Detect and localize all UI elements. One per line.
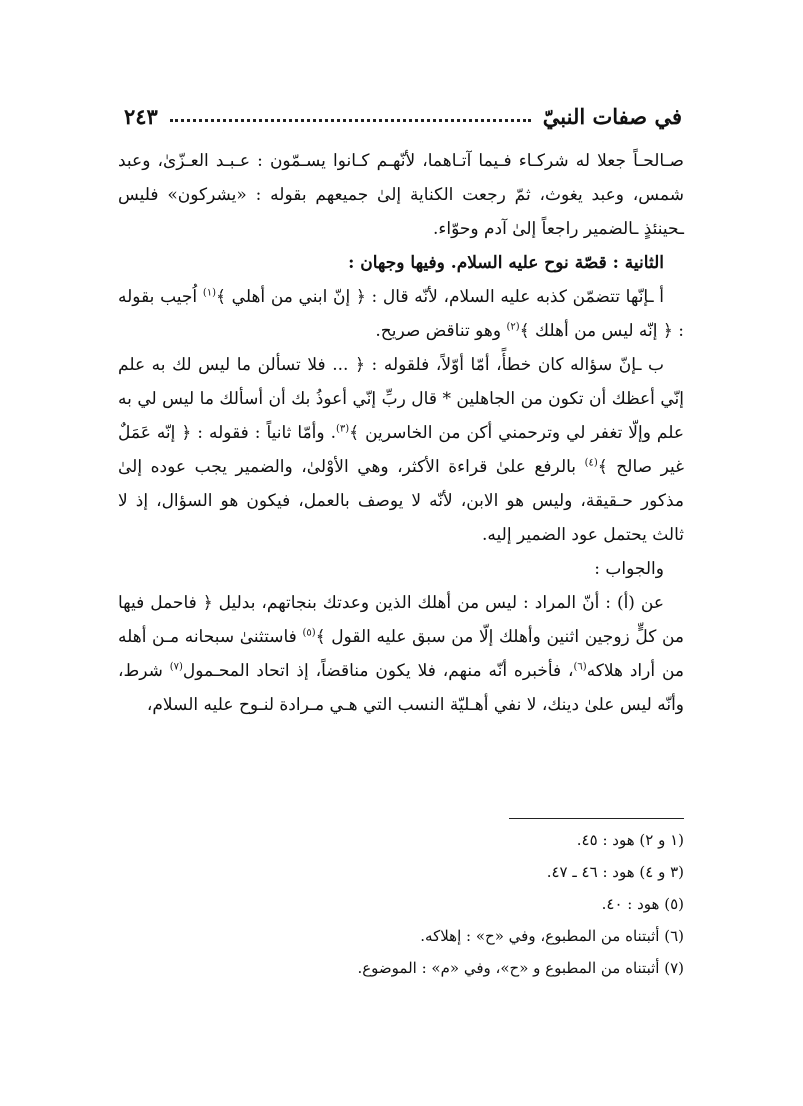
footnote-ref: (٢): [506, 321, 520, 333]
paragraph: [118, 280, 684, 348]
paragraph: [118, 348, 684, 552]
text-span: ب ـإنّ سؤاله كان خطأً، أمّا أوّلاً، فلقوله : ﴿ ... فلا تسألن ما ليس لك به علم إنّي أعظك أن تكون من الجاهلين * قال ربِّ إنّي أعوذُ بك أن أسألك ما ليس لي به علم وإلّا تغفر لي وترحمني أكن من الخاسرين ﴾: [118, 355, 684, 443]
footnote-ref: (٣): [335, 423, 350, 435]
text-span: فاستثنىٰ سبحانه مـن أهله من أراد هلاكه: [118, 627, 684, 681]
paragraph: [118, 586, 684, 722]
header-title: في صفات النبيّ: [542, 103, 682, 129]
footnote: (٣ و ٤) هود : ٤٦ ـ ٤٧.: [546, 863, 684, 881]
text-span: ، فأخبره أنّه منهم، فلا يكون مناقضاً، إذ اتحاد المحـمول: [182, 661, 574, 681]
footnote: (٥) هود : ٤٠.: [601, 895, 684, 913]
footnote-ref: (٤): [584, 457, 598, 469]
footnote: (١ و ٢) هود : ٤٥.: [576, 831, 684, 849]
page-number: ٢٤٣: [124, 103, 158, 129]
running-header: [124, 96, 682, 136]
footnote: (٧) أثبتناه من المطبوع و «ح»، وفي «م» : الموضوع.: [357, 959, 684, 977]
section-heading: الثانية : قصّة نوح عليه السلام. وفيها وجهان :: [348, 253, 664, 273]
main-text: [118, 144, 684, 722]
footnotes: [124, 824, 684, 984]
footnote-separator: [509, 818, 684, 819]
text-span: بالرفع علىٰ قراءة الأكثر، وهي الأوْلىٰ، والضمير يجب عوده إلىٰ مذكور حـقيقة، وليس هو الابن، لأنّه لا يوصف بالعمل، فيكون هو السؤال، إذ لا ثالث يحتمل عود الضمير إليه.: [118, 457, 684, 545]
paragraph: والجواب :: [594, 559, 664, 579]
text-span: شرط، وأنّه ليس علىٰ دينك، لا نفي أهـليّة النسب التي هـي مـرادة لنـوح عليه السلام،: [118, 661, 684, 715]
text-span: . وأمّا ثانياً : فقوله : ﴿ إنّه عَمَلٌ غير صالح ﴾: [118, 423, 685, 477]
footnote: (٦) أثبتناه من المطبوع، وفي «ح» : إهلاكه.: [420, 927, 684, 945]
footnote-ref: (١): [202, 287, 217, 299]
footnote-ref: (٥): [302, 627, 316, 639]
footnote-ref: (٧): [169, 661, 183, 673]
footnote-ref: (٦): [573, 661, 587, 673]
text-span: أ ـإنّها تتضمّن كذبه عليه السلام، لأنّه قال : ﴿ إنّ ابني من أهلي ﴾: [216, 287, 664, 307]
paragraph: صـالحـاً جعلا له شركـاء فـيما آتـاهما، لأنّهـم كـانوا يسـمّون : عـبـد العـزّىٰ، وعبد شمس، وعبد يغوث، ثمّ رجعت الكناية إلىٰ جميعهم بقوله : «يشركون» فليس ـحينئذٍ ـالضمير راجعاً إلىٰ آدم وحوّاء.: [118, 151, 684, 239]
text-span: وهو تناقض صريح.: [375, 321, 507, 341]
header-leader-dots: [170, 119, 531, 122]
text-span: عن (أ) : أنّ المراد : ليس من أهلك الذين وعدتك بنجاتهم، بدليل ﴿ فاحمل فيها من كلٍّ زوجين اثنين وأهلك إلّا من سبق عليه القول ﴾: [118, 593, 684, 647]
text-span: اُجيب بقوله : ﴿ إنّه ليس من أهلك ﴾: [118, 287, 684, 341]
